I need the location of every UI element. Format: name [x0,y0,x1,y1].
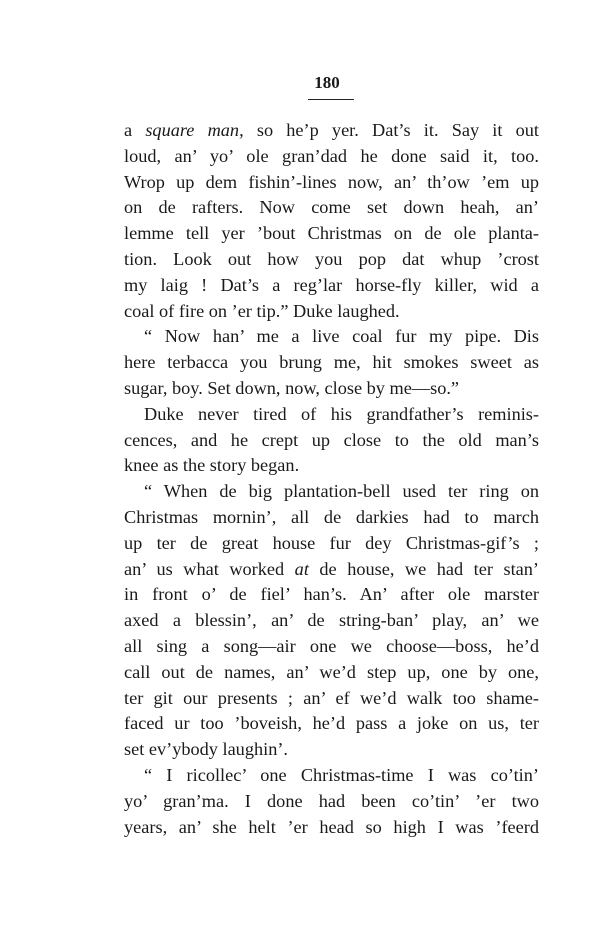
text-line: knee as the story began. [124,455,300,476]
text-line: lemme tell yer ’bout Christmas on de ole planta- [124,223,539,244]
italic-text: square man, [145,120,244,140]
body-text [124,118,539,840]
page-number-rule [308,99,354,100]
text-line: all sing a song—air one we choose—boss, he’d [124,635,539,656]
text-line: years, an’ she helt ’er head so high I was ’feerd [124,816,539,837]
text-line: “ Now han’ me a live coal fur my pipe. Dis [144,326,539,347]
text-line: Duke never tired of his grandfather’s reminis- [144,403,539,424]
text-line: Wrop up dem fishin’-lines now, an’ th’ow ’em up [124,171,539,192]
text-line: loud, an’ yo’ ole gran’dad he done said it, too. [124,145,539,166]
text-line: set ev’ybody laughin’. [124,739,288,760]
text-line: axed a blessin’, an’ de string-ban’ play, an’ we [124,610,539,631]
page-number: 180 [314,73,340,92]
text-line: sugar, boy. Set down, now, close by me—so.” [124,377,460,398]
text-segment: a [124,120,146,140]
text-segment: an’ us what worked [124,558,295,579]
text-line: in front o’ de fiel’ han’s. An’ after ole marster [124,584,539,605]
italic-text: at [294,558,309,579]
text-line: cences, and he crept up close to the old man’s [124,429,539,450]
text-line: here terbacca you brung me, hit smokes sweet as [124,352,539,373]
text-segment: so he’p yer. Dat’s it. Say it out [243,120,540,140]
text-line: “ When de big plantation-bell used ter ring on [144,481,539,502]
text-line: call out de names, an’ we’d step up, one by one, [124,661,539,682]
text-line: yo’ gran’ma. I done had been co’tin’ ’er two [124,790,539,811]
text-line: Christmas mornin’, all de darkies had to march [124,506,539,527]
text-line: ter git our presents ; an’ ef we’d walk too shame- [124,687,539,708]
text-line: faced ur too ’boveish, he’d pass a joke on us, ter [124,713,539,734]
text-line: my laig ! Dat’s a reg’lar horse-fly killer, wid a [124,274,539,295]
text-line: on de rafters. Now come set down heah, an’ [124,197,539,218]
text-line: up ter de great house fur dey Christmas-gif’s ; [124,532,539,553]
text-line [124,118,539,144]
text-line: tion. Look out how you pop dat whup ’crost [124,248,539,269]
text-segment: de house, we had ter stan’ [308,558,539,579]
text-line: coal of fire on ’er tip.” Duke laughed. [124,300,400,321]
text-line: “ I ricollec’ one Christmas-time I was co’tin’ [144,764,539,785]
text-line [124,557,539,583]
